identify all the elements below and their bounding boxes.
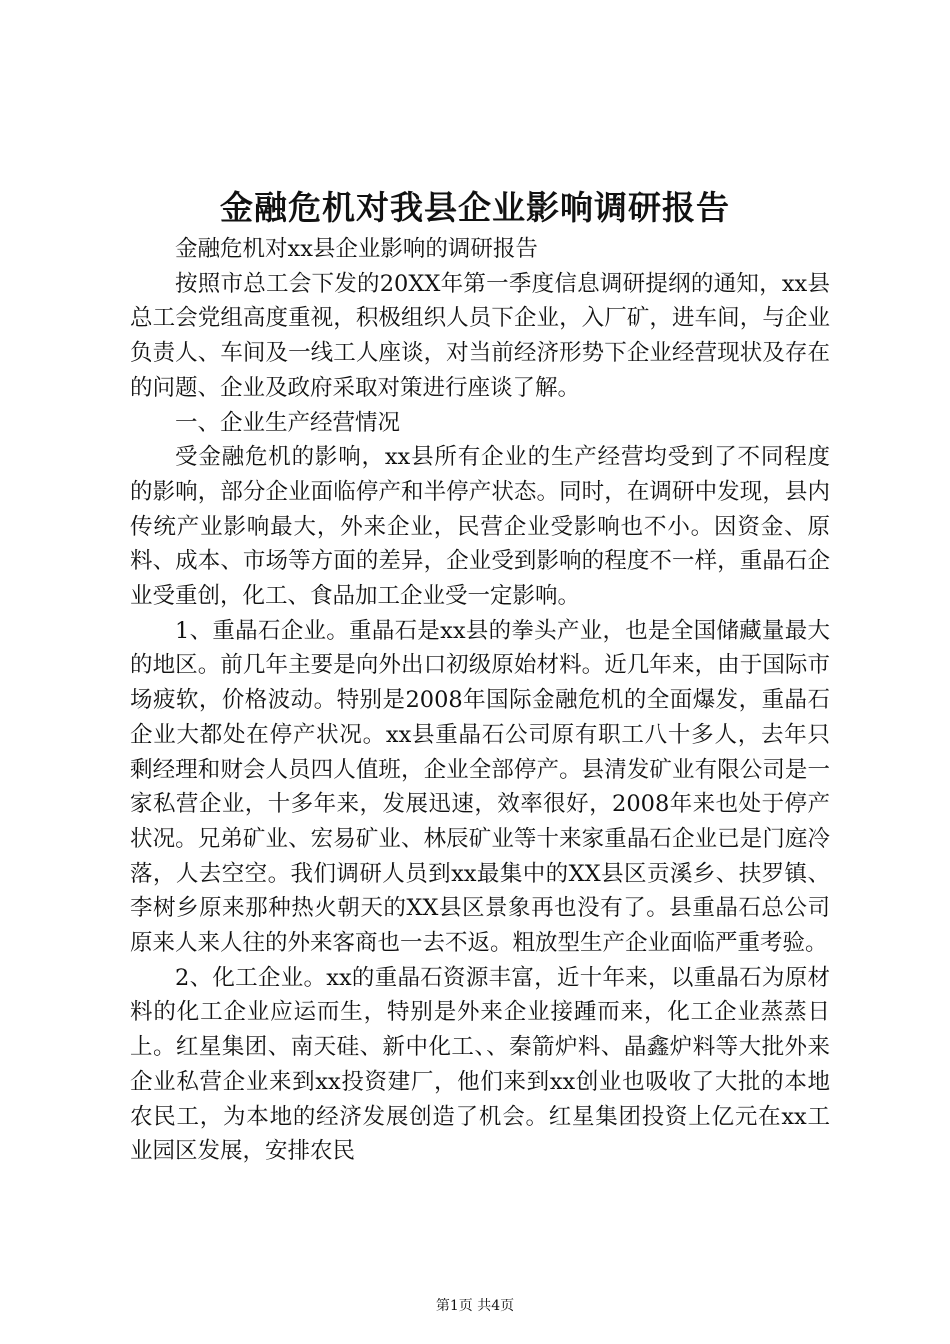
- section-heading: 一、企业生产经营情况: [175, 409, 401, 436]
- page-footer: 第1页 共4页: [435, 1298, 515, 1314]
- intro-paragraph: 按照市总工会下发的20XX年第一季度信息调研提纲的通知，xx县总工会党组高度重视，积极组织人员下企业，入厂矿，进车间，与企业负责人、车间及一线工人座谈，对当前经济形势下企业经营现状及存在的问题、企业及政府采取对策进行座谈了解。: [130, 270, 830, 401]
- document-body: [130, 232, 830, 1169]
- body-paragraph: 受金融危机的影响，xx县所有企业的生产经营均受到了不同程度的影响，部分企业面临停产和半停产状态。同时，在调研中发现，县内传统产业影响最大，外来企业，民营企业受影响也不小。因资金、原料、成本、市场等方面的差异，企业受到影响的程度不一样，重晶石企业受重创，化工、食品加工企业受一定影响。: [130, 444, 830, 610]
- document-title: 金融危机对我县企业影响调研报告: [220, 188, 730, 227]
- subtitle-paragraph: 金融危机对xx县企业影响的调研报告: [175, 236, 538, 262]
- body-paragraph: 1、重晶石企业。重晶石是xx县的拳头产业，也是全国储藏量最大的地区。前几年主要是向外出口初级原始材料。近几年来，由于国际市场疲软，价格波动。特别是2008年国际金融危机的全面爆发，重晶石企业大都处在停产状况。xx县重晶石公司原有职工八十多人，去年只剩经理和财会人员四人值班，企业全部停产。县清发矿业有限公司是一家私营企业，十多年来，发展迅速，效率很好，2008年来也处于停产状况。兄弟矿业、宏易矿业、林辰矿业等十来家重晶石企业已是门庭冷落，人去空空。我们调研人员到xx最集中的XX县区贡溪乡、扶罗镇、李树乡原来那种热火朝天的XX县区景象再也没有了。县重晶石总公司原来人来人往的外来客商也一去不返。粗放型生产企业面临严重考验。: [130, 617, 830, 957]
- body-paragraph: 2、化工企业。xx的重晶石资源丰富，近十年来，以重晶石为原材料的化工企业应运而生，特别是外来企业接踵而来，化工企业蒸蒸日上。红星集团、南天硅、新中化工、、秦箭炉料、晶鑫炉料等大批外来企业私营企业来到xx投资建厂，他们来到xx创业也吸收了大批的本地农民工，为本地的经济发展创造了机会。红星集团投资上亿元在xx工业园区发展，安排农民: [130, 964, 830, 1165]
